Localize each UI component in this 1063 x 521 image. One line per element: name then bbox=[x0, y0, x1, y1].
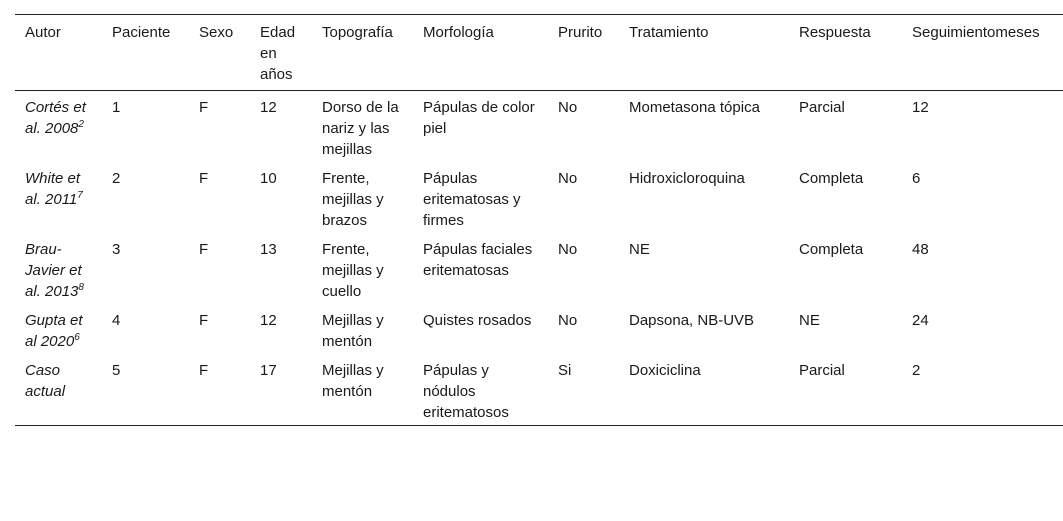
cell-paciente: 1 bbox=[112, 99, 121, 116]
header-respuesta: Respuesta bbox=[799, 24, 871, 41]
cell-seguimiento: 2 bbox=[912, 362, 921, 379]
cell-author bbox=[15, 91, 102, 163]
cell-tratamiento: NE bbox=[629, 241, 650, 258]
cell-sexo: F bbox=[199, 241, 209, 258]
cell-topografia: Frente, mejillas y cuello bbox=[322, 241, 384, 300]
header-morfologia: Morfología bbox=[423, 24, 494, 41]
author-name: Brau-Javier et al. 2013 bbox=[25, 241, 82, 300]
author-name: White et al. 2011 bbox=[25, 170, 81, 208]
header-prurito: Prurito bbox=[558, 24, 603, 41]
cell-seguimiento: 12 bbox=[912, 99, 929, 116]
cell-prurito: No bbox=[558, 241, 578, 258]
header-sexo: Sexo bbox=[199, 24, 234, 41]
table-row bbox=[15, 354, 1063, 426]
reference-number: 2 bbox=[78, 119, 84, 130]
cell-sexo: F bbox=[199, 170, 209, 187]
table-header-row bbox=[15, 15, 1063, 91]
cell-prurito: No bbox=[558, 312, 578, 329]
author-name: Gupta et al 2020 bbox=[25, 312, 83, 350]
cell-paciente: 5 bbox=[112, 362, 121, 379]
cell-respuesta: Completa bbox=[799, 241, 864, 258]
cell-author bbox=[15, 162, 102, 233]
cell-respuesta: NE bbox=[799, 312, 820, 329]
cell-seguimiento: 24 bbox=[912, 312, 929, 329]
cell-tratamiento: Hidroxicloroquina bbox=[629, 170, 745, 187]
reference-number: 6 bbox=[74, 332, 80, 343]
cell-respuesta: Parcial bbox=[799, 99, 845, 116]
cell-morfologia: Pápulas de color piel bbox=[423, 99, 535, 137]
cell-paciente: 2 bbox=[112, 170, 121, 187]
cell-sexo: F bbox=[199, 362, 209, 379]
cell-edad: 12 bbox=[260, 312, 277, 329]
cell-morfologia: Quistes rosados bbox=[423, 312, 532, 329]
cell-respuesta: Parcial bbox=[799, 362, 845, 379]
cell-sexo: F bbox=[199, 312, 209, 329]
reference-number: 8 bbox=[78, 282, 84, 293]
cell-tratamiento: Doxiciclina bbox=[629, 362, 701, 379]
header-tratamiento: Tratamiento bbox=[629, 24, 709, 41]
header-paciente: Paciente bbox=[112, 24, 171, 41]
cell-edad: 13 bbox=[260, 241, 277, 258]
cell-author bbox=[15, 233, 102, 304]
cell-topografia: Frente, mejillas y brazos bbox=[322, 170, 384, 229]
cell-edad: 10 bbox=[260, 170, 277, 187]
table-row bbox=[15, 304, 1063, 354]
header-seguimiento: Seguimientomeses bbox=[912, 24, 1040, 41]
cell-respuesta: Completa bbox=[799, 170, 864, 187]
cell-prurito: No bbox=[558, 99, 578, 116]
author-name: Caso actual bbox=[25, 362, 66, 400]
cell-morfologia: Pápulas y nódulos eritematosos bbox=[423, 362, 509, 421]
cell-paciente: 4 bbox=[112, 312, 121, 329]
header-edad: Edad en años bbox=[260, 24, 296, 83]
cell-author bbox=[15, 304, 102, 354]
cell-sexo: F bbox=[199, 99, 209, 116]
cell-edad: 17 bbox=[260, 362, 277, 379]
cell-seguimiento: 6 bbox=[912, 170, 921, 187]
cell-author bbox=[15, 354, 102, 426]
author-name: Cortés et al. 2008 bbox=[25, 99, 86, 137]
header-topografia: Topografía bbox=[322, 24, 393, 41]
table-row bbox=[15, 233, 1063, 304]
cell-paciente: 3 bbox=[112, 241, 121, 258]
cell-morfologia: Pápulas eritematosas y firmes bbox=[423, 170, 521, 229]
cell-edad: 12 bbox=[260, 99, 277, 116]
case-comparison-table bbox=[15, 14, 1063, 426]
cell-prurito: No bbox=[558, 170, 578, 187]
cell-tratamiento: Mometasona tópica bbox=[629, 99, 760, 116]
cell-topografia: Mejillas y mentón bbox=[322, 362, 384, 400]
cell-topografia: Dorso de la nariz y las mejillas bbox=[322, 99, 399, 158]
table-row bbox=[15, 91, 1063, 163]
cell-morfologia: Pápulas faciales eritematosas bbox=[423, 241, 533, 279]
cell-tratamiento: Dapsona, NB-UVB bbox=[629, 312, 755, 329]
reference-number: 7 bbox=[77, 190, 83, 201]
cell-topografia: Mejillas y mentón bbox=[322, 312, 384, 350]
table-row bbox=[15, 162, 1063, 233]
cell-prurito: Si bbox=[558, 362, 572, 379]
header-autor: Autor bbox=[25, 24, 61, 41]
cell-seguimiento: 48 bbox=[912, 241, 929, 258]
